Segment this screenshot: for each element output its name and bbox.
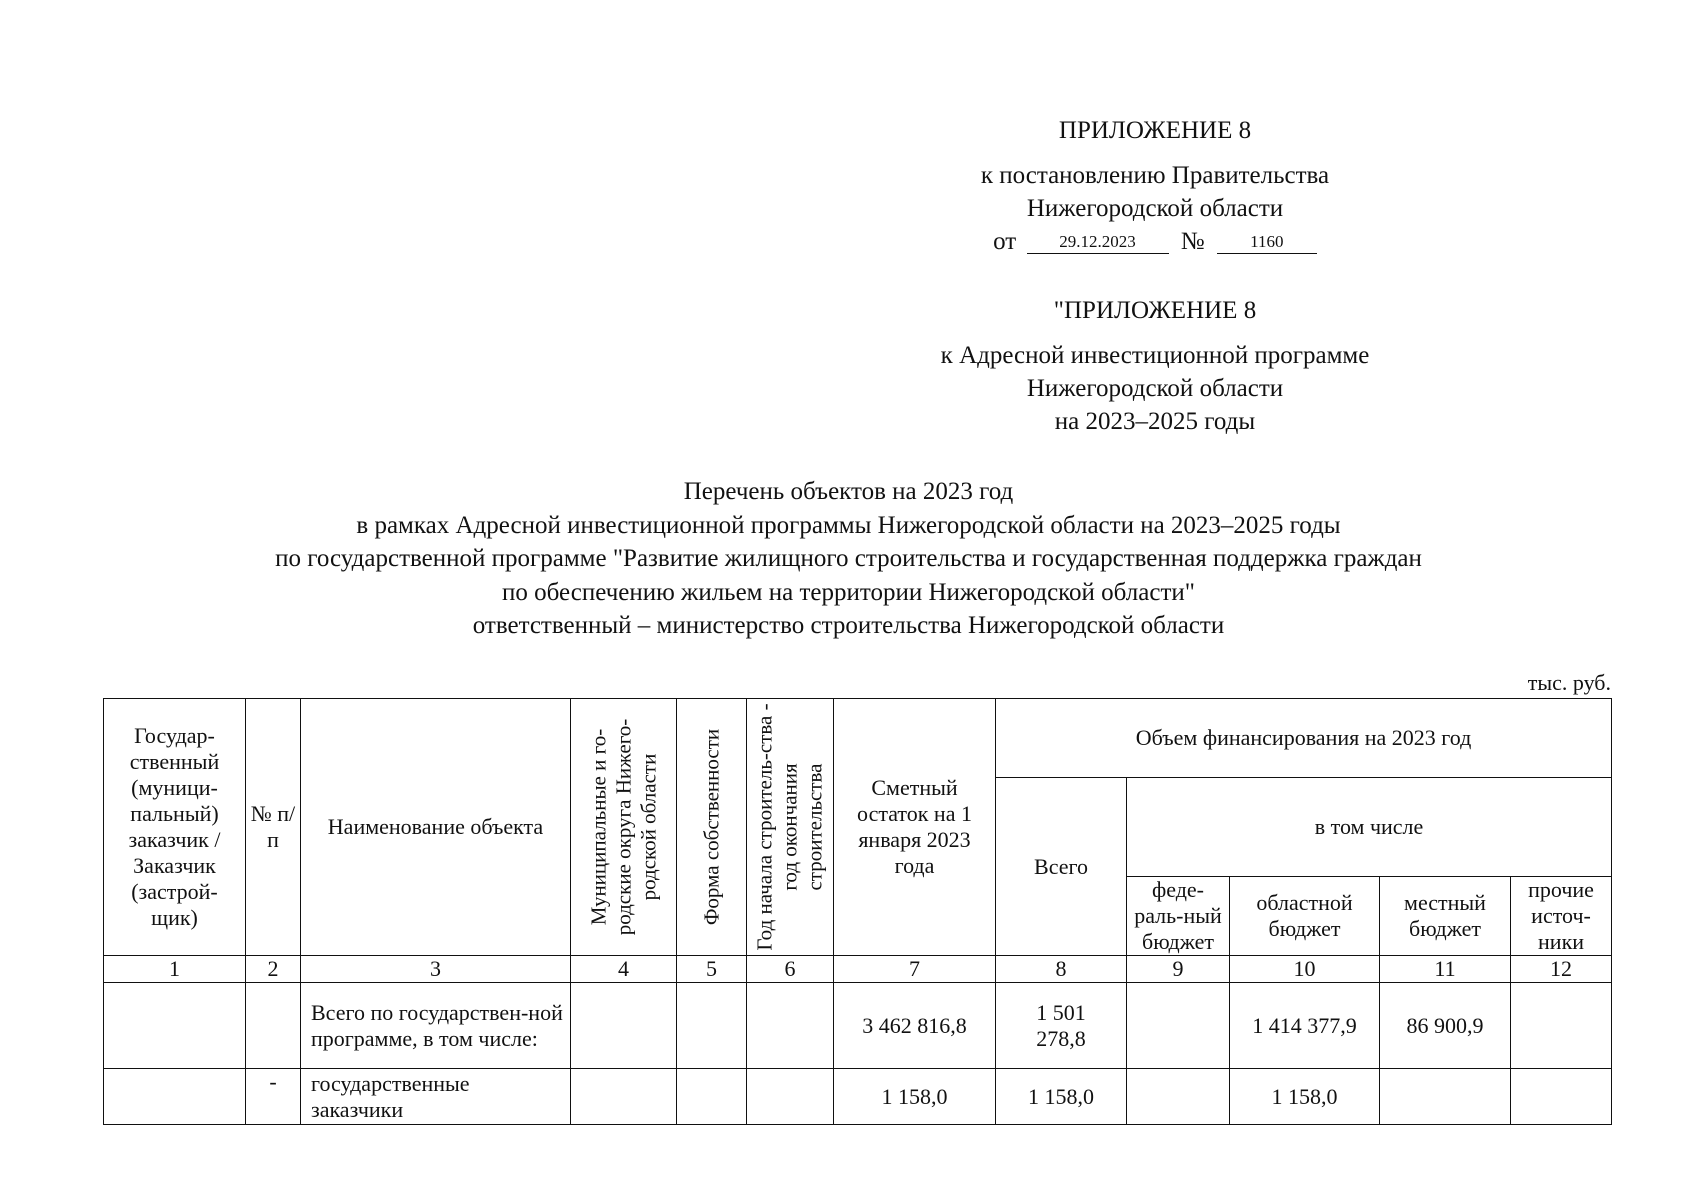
list-title-line-2: в рамках Адресной инвестиционной программы Нижегородской области на 2023–2025 годы (356, 511, 1341, 539)
column-number: 7 (834, 956, 996, 983)
cell-customer (104, 1069, 246, 1125)
header-including: в том числе (1127, 778, 1612, 877)
column-number: 3 (301, 956, 571, 983)
cell-number: - (246, 1069, 301, 1125)
cell-name: государственные заказчики (301, 1069, 571, 1125)
cell-regional: 1 414 377,9 (1230, 983, 1380, 1069)
cell-municipality (571, 1069, 677, 1125)
column-number: 4 (571, 956, 677, 983)
header-number: № п/п (246, 699, 301, 956)
header-federal: феде-раль-ный бюджет (1127, 877, 1230, 956)
header-total: Всего (996, 778, 1127, 956)
list-title-line-3: по государственной программе "Развитие жилищного строительства и государственная поддержка граждан (275, 545, 1422, 572)
cell-years (747, 983, 834, 1069)
list-title (0, 475, 1697, 643)
column-number: 5 (677, 956, 747, 983)
column-number: 6 (747, 956, 834, 983)
decree-date: 29.12.2023 (1027, 231, 1169, 254)
cell-municipality (571, 983, 677, 1069)
list-title-line-5: ответственный – министерство строительства Нижегородской области (472, 612, 1225, 639)
column-number: 11 (1380, 956, 1511, 983)
column-number: 8 (996, 956, 1127, 983)
cell-other (1511, 983, 1612, 1069)
cell-name: Всего по государствен-ной программе, в том числе: (301, 983, 571, 1069)
cell-total: 1 158,0 (996, 1069, 1127, 1125)
cell-local (1380, 1069, 1511, 1125)
column-numbers-row (104, 956, 1612, 983)
column-number: 9 (1127, 956, 1230, 983)
number-sign: № (1180, 228, 1205, 255)
header-object-name: Наименование объекта (301, 699, 571, 956)
appendix-header (930, 114, 1380, 258)
header-customer: Государ-ственный (муници-пальный) заказчик / Заказчик (застрой-щик) (104, 699, 246, 956)
appendix-title: ПРИЛОЖЕНИЕ 8 (1058, 117, 1252, 144)
column-number: 1 (104, 956, 246, 983)
cell-customer (104, 983, 246, 1069)
cell-local: 86 900,9 (1380, 983, 1511, 1069)
cell-years (747, 1069, 834, 1125)
appendix-line-1: к постановлению Правительства (980, 162, 1330, 189)
header-municipality (571, 699, 677, 956)
cell-number (246, 983, 301, 1069)
program-appendix-title: "ПРИЛОЖЕНИЕ 8 (1053, 297, 1257, 324)
cell-estimate: 3 462 816,8 (834, 983, 996, 1069)
cell-regional: 1 158,0 (1230, 1069, 1380, 1125)
column-number: 10 (1230, 956, 1380, 983)
table-row (104, 1069, 1612, 1125)
column-number: 2 (246, 956, 301, 983)
program-line-2: Нижегородской области (1026, 375, 1284, 402)
program-line-1: к Адресной инвестиционной программе (940, 342, 1370, 369)
program-header (930, 294, 1380, 438)
cell-other (1511, 1069, 1612, 1125)
date-prefix: от (993, 228, 1017, 255)
header-financing: Объем финансирования на 2023 год (996, 699, 1612, 778)
table-row (104, 983, 1612, 1069)
cell-federal (1127, 983, 1230, 1069)
cell-federal (1127, 1069, 1230, 1125)
header-local: местный бюджет (1380, 877, 1511, 956)
cell-ownership (677, 1069, 747, 1125)
header-years (747, 699, 834, 956)
list-title-line-1: Перечень объектов на 2023 год (683, 478, 1014, 505)
objects-table (103, 698, 1612, 1125)
program-line-3: на 2023–2025 годы (1054, 408, 1256, 435)
list-title-line-4: по обеспечению жильем на территории Нижегородской области" (502, 578, 1195, 606)
units-label: тыс. руб. (1527, 670, 1611, 695)
header-municipality-text: Муниципальные и го-родские округа Нижего-родской области (586, 718, 660, 936)
header-years-text: Год начала строитель-ства - год окончания строительства (752, 703, 827, 951)
appendix-line-2: Нижегородской области (1026, 195, 1284, 222)
header-estimate: Сметный остаток на 1 января 2023 года (834, 699, 996, 956)
cell-total: 1 501 278,8 (996, 983, 1127, 1069)
cell-estimate: 1 158,0 (834, 1069, 996, 1125)
decree-line (930, 225, 1380, 258)
header-other: прочие источ-ники (1511, 877, 1612, 956)
decree-number: 1160 (1217, 231, 1317, 254)
cell-ownership (677, 983, 747, 1069)
header-regional: областной бюджет (1230, 877, 1380, 956)
header-ownership (677, 699, 747, 956)
column-number: 12 (1511, 956, 1612, 983)
header-ownership-text: Форма собственности (699, 728, 723, 926)
